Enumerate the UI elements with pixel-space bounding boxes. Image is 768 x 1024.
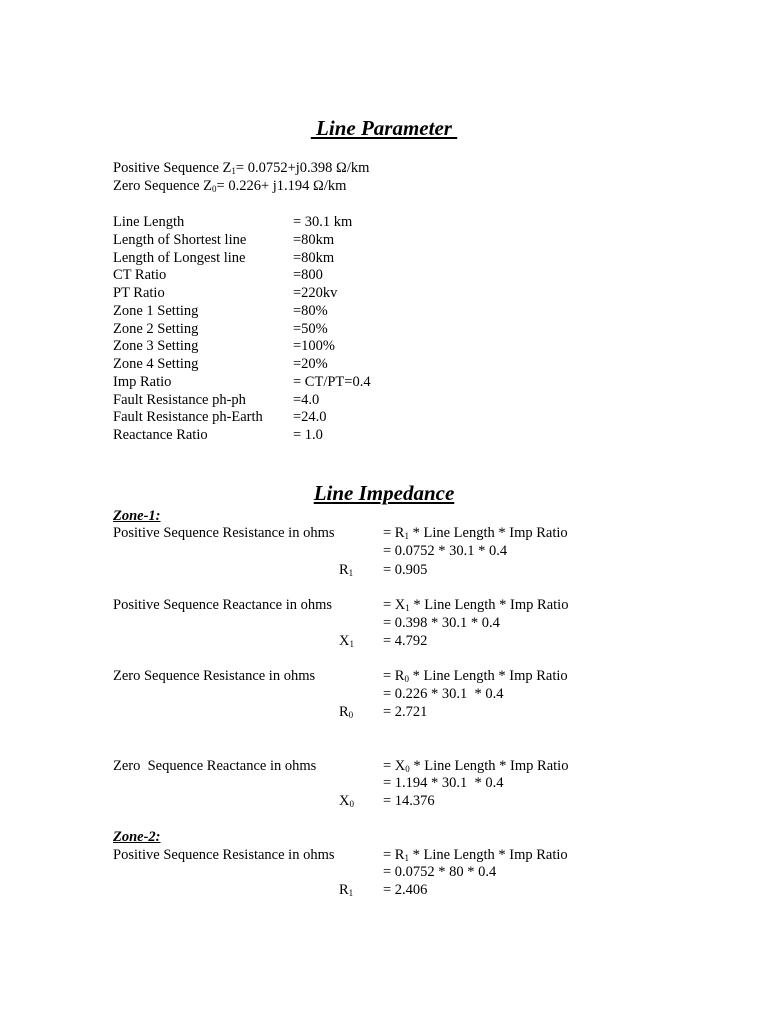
param-label: Zone 3 Setting (113, 338, 199, 354)
param-value: =20% (293, 356, 328, 372)
param-label: CT Ratio (113, 267, 167, 283)
calc-title: Positive Sequence Reactance in ohms (113, 597, 333, 613)
calc-formula: = $R_1$ * Line Length * Imp Ratio (383, 847, 568, 863)
param-value: =24.0 (293, 409, 327, 425)
param-value: =100% (293, 338, 336, 354)
param-label: Zone 1 Setting (113, 303, 199, 319)
param-label: Imp Ratio (113, 374, 172, 390)
calc-result: = 4.792 (383, 633, 428, 649)
calc-symbol: $R_0$ (339, 704, 354, 720)
param-value: = 1.0 (293, 427, 323, 443)
zero-seq-prefix: Zero Sequence Z (113, 178, 213, 194)
param-label: Fault Resistance ph-Earth (113, 409, 263, 425)
calc-title: Zero Sequence Resistance in ohms (113, 668, 316, 684)
pos-seq-subscript: 1 (231, 166, 236, 176)
calc-formula: = $X_0$ * Line Length * Imp Ratio (383, 758, 569, 774)
calc-symbol: $X_0$ (339, 793, 354, 809)
calc-substitution: = 0.0752 * 30.1 * 0.4 (383, 543, 508, 559)
param-value: =80km (293, 232, 335, 248)
calc-title: Zero Sequence Reactance in ohms (113, 758, 317, 774)
param-label: Length of Shortest line (113, 232, 247, 248)
calc-result: = 14.376 (383, 793, 435, 809)
calc-substitution: = 0.398 * 30.1 * 0.4 (383, 615, 500, 631)
zero-seq-value: = 0.226+ j1.194 Ω/km (216, 178, 347, 194)
zero-sequence-impedance (113, 177, 346, 195)
calc-symbol: $R_1$ (339, 562, 354, 578)
calc-formula: = $X_1$ * Line Length * Imp Ratio (383, 597, 569, 613)
param-label: Reactance Ratio (113, 427, 208, 443)
param-value: = 30.1 km (293, 214, 353, 230)
param-label: PT Ratio (113, 285, 165, 301)
calc-symbol: $X_1$ (339, 633, 354, 649)
param-label: Length of Longest line (113, 250, 246, 266)
param-value: = CT/PT=0.4 (293, 374, 371, 390)
calc-formula: = $R_1$ * Line Length * Imp Ratio (383, 525, 568, 541)
calc-substitution: = 1.194 * 30.1 * 0.4 (383, 775, 504, 791)
calc-result: = 2.406 (383, 882, 428, 898)
calc-result: = 2.721 (383, 704, 428, 720)
pos-seq-prefix: Positive Sequence Z (113, 160, 232, 176)
calc-substitution: = 0.226 * 30.1 * 0.4 (383, 686, 504, 702)
zone-1-label: Zone-1: (113, 508, 161, 524)
pos-seq-value: = 0.0752+j0.398 Ω/km (235, 160, 370, 176)
param-value: =80% (293, 303, 328, 319)
calc-title: Positive Sequence Resistance in ohms (113, 847, 335, 863)
calc-symbol: $R_1$ (339, 882, 354, 898)
zone-2-label: Zone-2: (113, 829, 161, 845)
param-value: =4.0 (293, 392, 320, 408)
param-label: Fault Resistance ph-ph (113, 392, 246, 408)
param-value: =800 (293, 267, 323, 283)
calc-result: = 0.905 (383, 562, 428, 578)
positive-sequence-impedance (113, 159, 369, 177)
calc-formula: = $R_0$ * Line Length * Imp Ratio (383, 668, 568, 684)
zero-seq-subscript: 0 (212, 184, 217, 194)
param-label: Zone 2 Setting (113, 321, 199, 337)
line-parameter-heading: Line Parameter (310, 116, 458, 140)
calc-substitution: = 0.0752 * 80 * 0.4 (383, 864, 497, 880)
calc-title: Positive Sequence Resistance in ohms (113, 525, 335, 541)
param-value: =50% (293, 321, 328, 337)
line-impedance-heading: Line Impedance (313, 481, 455, 505)
param-value: =220kv (293, 285, 338, 301)
param-value: =80km (293, 250, 335, 266)
param-label: Line Length (113, 214, 185, 230)
param-label: Zone 4 Setting (113, 356, 199, 372)
